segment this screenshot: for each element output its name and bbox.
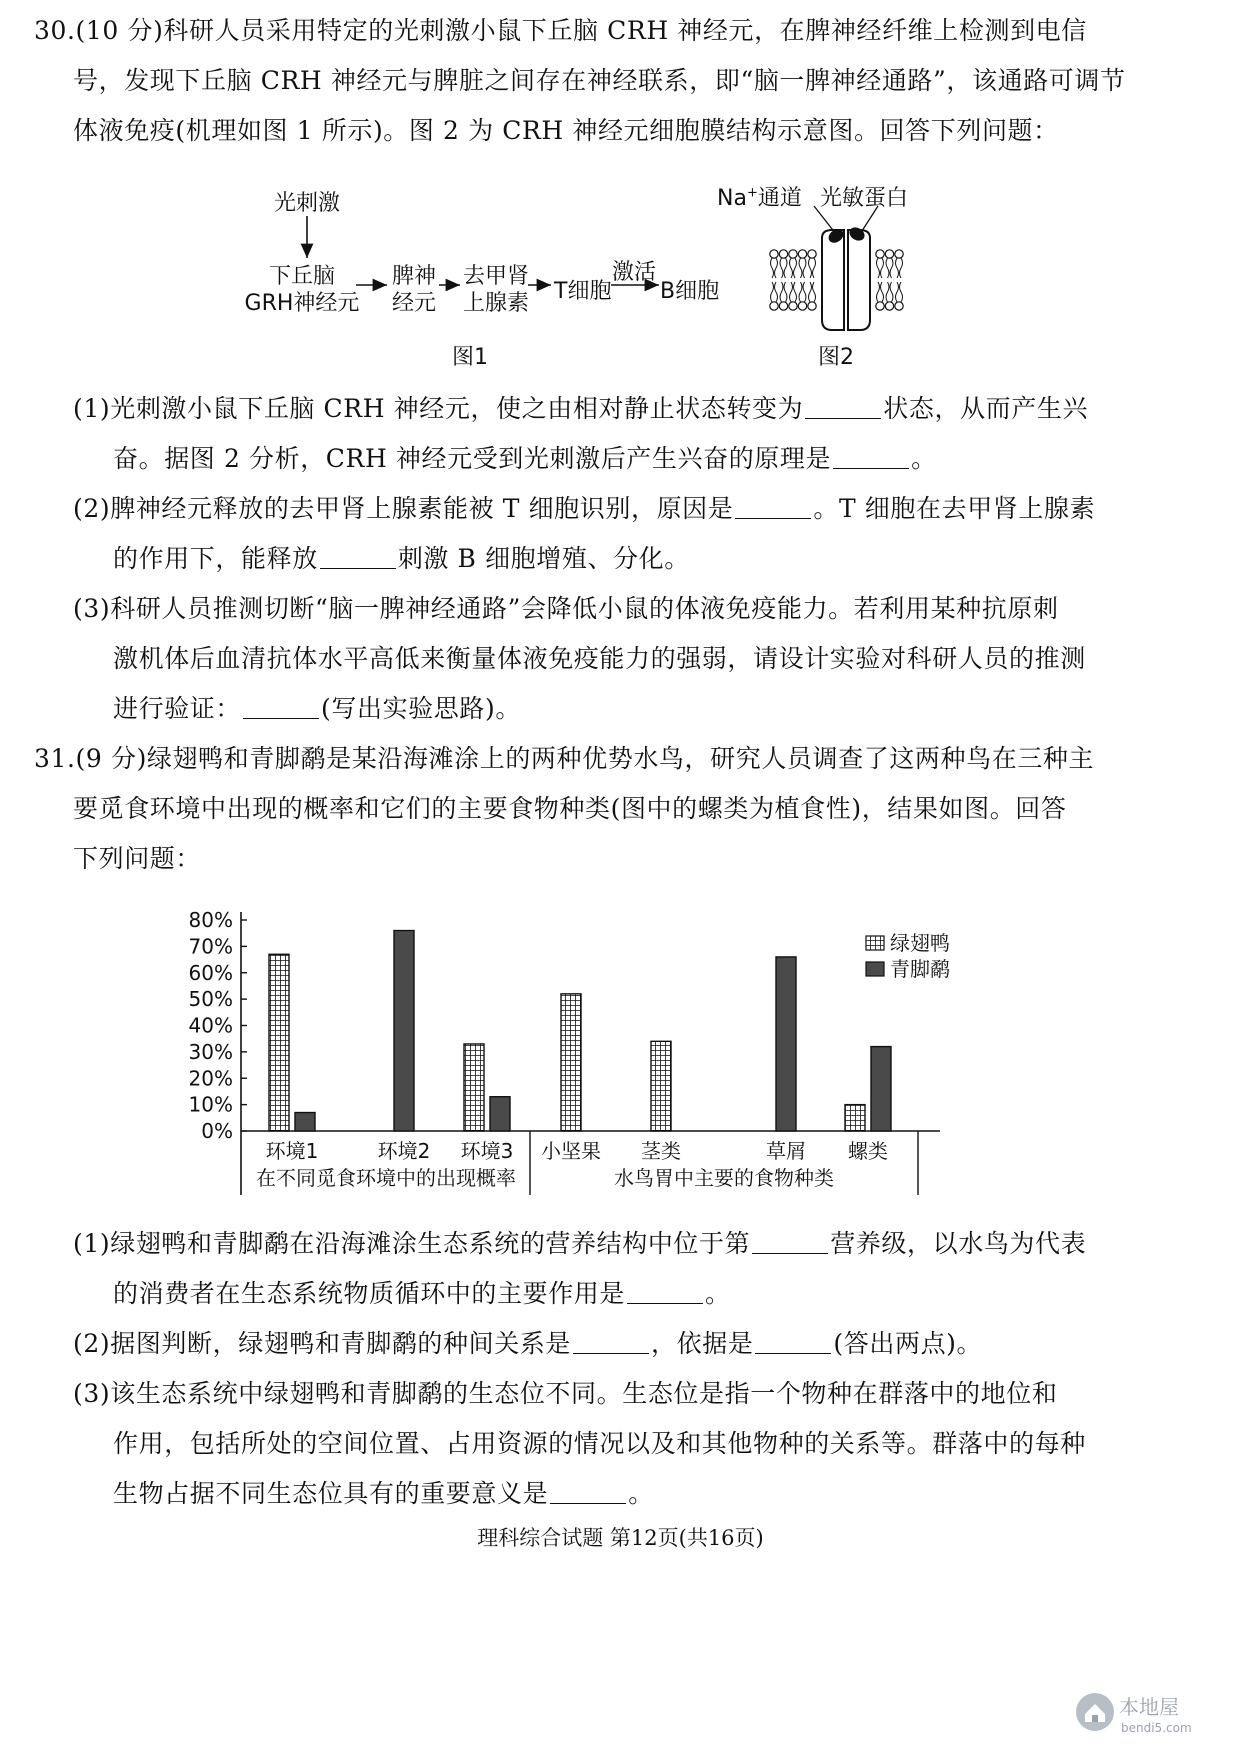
q31-line-2: 要觅食环境中出现的概率和它们的主要食物种类(图中的螺类为植食性)，结果如图。回答 bbox=[73, 794, 1067, 823]
fig2-photosensitive-protein-label: 光敏蛋白 bbox=[820, 186, 909, 211]
legend-swatch bbox=[866, 936, 884, 950]
fig1-light-stimulus: 光刺激 bbox=[274, 191, 341, 216]
y-tick-label: 30% bbox=[188, 1039, 233, 1064]
q31-line-3: 下列问题： bbox=[73, 844, 202, 873]
fig2-caption: 图2 bbox=[818, 345, 854, 370]
q30-part3-line-2: 激机体后血清抗体水平高低来衡量体液免疫能力的强弱，请设计实验对科研人员的推测 bbox=[113, 644, 1086, 673]
q30-line-2: 号，发现下丘脑 CRH 神经元与脾脏之间存在神经联系，即“脑一脾神经通路”，该通路可调节 bbox=[73, 66, 1126, 95]
fig2-na-channel-label: Na+通道 bbox=[717, 185, 802, 211]
watermark-logo bbox=[1073, 1684, 1223, 1740]
q31-part1-line-2: 的消费者在生态系统物质循环中的主要作用是 。 bbox=[113, 1279, 731, 1308]
fig1-hypothalamus: 下丘脑 GRH神经元 bbox=[244, 264, 360, 316]
answer-blank[interactable] bbox=[320, 544, 396, 569]
bar-series2 bbox=[871, 1047, 891, 1131]
fig1-caption: 图1 bbox=[452, 345, 488, 370]
bar-series1 bbox=[845, 1105, 865, 1131]
legend-label: 绿翅鸭 bbox=[890, 931, 950, 955]
y-tick-label: 80% bbox=[188, 908, 233, 932]
watermark-text: 本地屋 bbox=[1119, 1695, 1179, 1719]
fig1-b-cell: B细胞 bbox=[660, 279, 720, 304]
x-tick-label: 螺类 bbox=[848, 1139, 888, 1163]
q31-line-1: 31.(9 分)绿翅鸭和青脚鹬是某沿海滩涂上的两种优势水鸟，研究人员调查了这两种鸟在三种主 bbox=[34, 744, 1095, 773]
answer-blank[interactable] bbox=[243, 694, 319, 719]
x-tick-label: 小坚果 bbox=[541, 1139, 601, 1163]
bar-series2 bbox=[394, 931, 414, 1131]
y-tick-label: 50% bbox=[188, 987, 233, 1012]
x-tick-label: 草屑 bbox=[766, 1139, 806, 1163]
watermark-url: bendi5.com bbox=[1121, 1721, 1192, 1735]
answer-blank[interactable] bbox=[735, 494, 811, 519]
q31-part3-line-2: 作用，包括所处的空间位置、占用资源的情况以及和其他物种的关系等。群落中的每种 bbox=[113, 1429, 1086, 1458]
fig2-membrane bbox=[760, 200, 910, 340]
bar-series2 bbox=[295, 1113, 315, 1131]
bar-chart bbox=[0, 890, 1241, 1210]
q30-part1-line-2: 奋。据图 2 分析，CRH 神经元受到光刺激后产生兴奋的原理是 。 bbox=[113, 444, 937, 473]
q31-part2-line: (2)据图判断，绿翅鸭和青脚鹬的种间关系是 ，依据是 (答出两点)。 bbox=[73, 1329, 983, 1358]
group-label: 在不同觅食环境中的出现概率 bbox=[256, 1166, 516, 1190]
fig1-splenic-neuron: 脾神 经元 bbox=[391, 264, 436, 316]
bar-series1 bbox=[464, 1044, 484, 1131]
bar-series1 bbox=[269, 954, 289, 1131]
answer-blank[interactable] bbox=[627, 1279, 703, 1304]
answer-blank[interactable] bbox=[755, 1329, 831, 1354]
group-label: 水鸟胃中主要的食物种类 bbox=[614, 1166, 834, 1190]
x-tick-label: 茎类 bbox=[641, 1139, 681, 1163]
q30-part2-line-2: 的作用下，能释放 刺激 B 细胞增殖、分化。 bbox=[113, 544, 690, 573]
fig1-activate-label: 激活 bbox=[612, 260, 657, 285]
q31-part1-line-1: (1)绿翅鸭和青脚鹬在沿海滩涂生态系统的营养结构中位于第 营养级，以水鸟为代表 bbox=[73, 1229, 1087, 1258]
legend-label: 青脚鹬 bbox=[890, 957, 950, 981]
x-tick-label: 环境2 bbox=[377, 1139, 431, 1163]
answer-blank[interactable] bbox=[805, 394, 881, 419]
bar-series1 bbox=[651, 1041, 671, 1131]
q30-part1-line-1: (1)光刺激小鼠下丘脑 CRH 神经元，使之由相对静止状态转变为 状态，从而产生兴 bbox=[73, 394, 1089, 423]
q31-part3-line-3: 生物占据不同生态位具有的重要意义是 。 bbox=[113, 1479, 654, 1508]
y-tick-label: 0% bbox=[201, 1119, 233, 1143]
answer-blank[interactable] bbox=[550, 1479, 626, 1504]
q30-part3-line-3: 进行验证： (写出实验思路)。 bbox=[113, 694, 521, 723]
answer-blank[interactable] bbox=[833, 444, 909, 469]
y-tick-label: 70% bbox=[188, 934, 233, 959]
y-tick-label: 60% bbox=[188, 960, 233, 985]
bar-series2 bbox=[490, 1097, 510, 1131]
q30-part3-line-1: (3)科研人员推测切断“脑一脾神经通路”会降低小鼠的体液免疫能力。若利用某种抗原刺 bbox=[73, 594, 1059, 623]
fig1-norepinephrine: 去甲肾 上腺素 bbox=[462, 264, 529, 316]
answer-blank[interactable] bbox=[752, 1229, 828, 1254]
fig1-t-cell: T细胞 bbox=[554, 279, 612, 304]
x-tick-label: 环境1 bbox=[265, 1139, 319, 1163]
legend-swatch bbox=[866, 962, 884, 976]
fig1-arrows bbox=[0, 0, 1241, 420]
bar-series2 bbox=[776, 957, 796, 1131]
q30-part2-line-1: (2)脾神经元释放的去甲肾上腺素能被 T 细胞识别，原因是 。T 细胞在去甲肾上腺素 bbox=[73, 494, 1096, 523]
page-footer: 理科综合试题 第12页(共16页) bbox=[477, 1526, 764, 1550]
y-tick-label: 40% bbox=[188, 1013, 233, 1038]
x-tick-label: 环境3 bbox=[460, 1139, 514, 1163]
y-tick-label: 20% bbox=[188, 1066, 233, 1091]
bar-series1 bbox=[561, 994, 581, 1131]
q31-part3-line-1: (3)该生态系统中绿翅鸭和青脚鹬的生态位不同。生态位是指一个物种在群落中的地位和 bbox=[73, 1379, 1058, 1408]
y-tick-label: 10% bbox=[188, 1092, 233, 1117]
q30-line-3: 体液免疫(机理如图 1 所示)。图 2 为 CRH 神经元细胞膜结构示意图。回答下列问题： bbox=[73, 116, 1059, 145]
answer-blank[interactable] bbox=[573, 1329, 649, 1354]
site-watermark[interactable] bbox=[1073, 1684, 1223, 1740]
q30-line-1: 30.(10 分)科研人员采用特定的光刺激小鼠下丘脑 CRH 神经元，在脾神经纤维上检测到电信 bbox=[34, 16, 1087, 45]
